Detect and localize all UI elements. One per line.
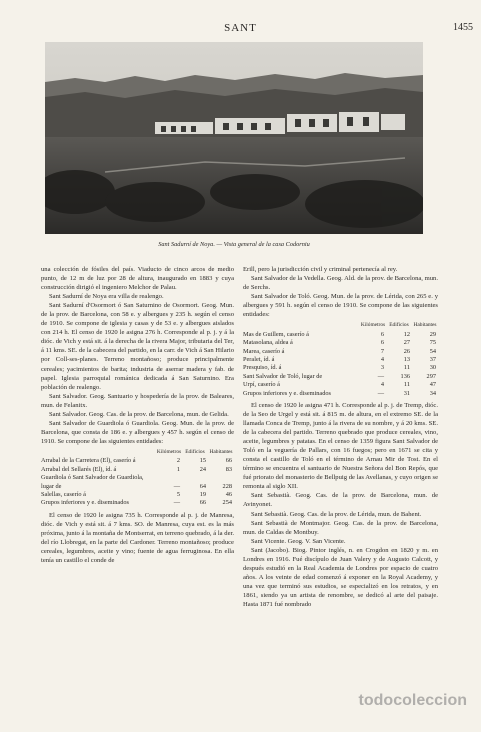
running-head: SANT (224, 22, 257, 34)
table-cell: 54 (429, 347, 436, 355)
table-row (41, 457, 234, 465)
table-cell: Guardiola ó Sant Salvador de Guardiola, lugar de (41, 474, 144, 490)
table-header-buildings: Edificios (389, 322, 409, 329)
table-header-blank (243, 320, 360, 330)
entities-table-tolo (243, 320, 438, 398)
left-paragraph-6: Sant Salvador de Guardiola ó Guardiola. Geog. Mun. de la prov. de Barcelona, que consta de 186 e. y albergues y 457 h. según el censo de 1910. Se compone de las siguientes entidades: (41, 419, 234, 445)
table-header-row (41, 447, 234, 457)
table-cell: 19 (199, 490, 206, 498)
table-cell: Salellas, caserío á (41, 490, 86, 498)
right-paragraph-8: Sant Vicente. Geog. V. San Vicente. (251, 537, 346, 545)
right-column (243, 265, 438, 609)
table-cell: 24 (199, 465, 206, 473)
table-cell: — (377, 372, 384, 380)
table-cell: Peralet, íd. á (243, 355, 275, 363)
table-cell: Grupos inferiores y e. diseminados (243, 389, 331, 397)
table-header-inhabitants: Habitantes (209, 448, 233, 455)
left-paragraph-4: Sant Salvador. Geog. Santuario y hospedería de la prov. de Baleares, mun. de Felanitx. (41, 392, 234, 409)
table-cell: 4 (380, 381, 384, 389)
table-cell: 66 (199, 499, 206, 507)
table-cell: Arrabal de la Carretera (El), caserío á (41, 457, 136, 465)
table-cell: — (377, 389, 384, 397)
table-header-km: Kilómetros (360, 322, 386, 329)
table-cell: Grupos inferiores y e. diseminados (41, 499, 129, 507)
table-cell: Presquiso, íd. á (243, 364, 282, 372)
left-paragraph-1: una colección de fósiles del país. Viaducto de cinco arcos de medio punto, de 12 m de luz por 28 de altura, inaugurado en 1883 y cuya construcción dirigió el ingeniero Melchor de Palau. (41, 266, 234, 292)
table-cell: 136 (400, 372, 410, 380)
left-paragraph-2: Sant Sadurní de Noya era villa de realengo. (49, 293, 164, 301)
table-header-inhabitants: Habitantes (413, 322, 437, 329)
table-cell: 46 (225, 490, 232, 498)
table-cell: 75 (429, 339, 436, 347)
right-paragraph-4: El censo de 1920 le asigna 471 h. Corresponde al p. j. de Tremp, dióc. de la Seo de Urgel y está sit. á 815 m. de altura, en el extremo SE. de la llamada Conca de Tremp, junto á la rivera de su nombre, y á 20 kms. SE. de la cabecera del partido. Terreno quebrado que produce cereales, vino, aceite, legumbres y patatas. En el censo de 1359 figura Sant Salvador de Toló en la veguería de Pallars, con 16 fuegos; pero en 1671 se cita y consta el castillo de Toló en el término de Arnau Mir de Tost. En el término se encuentra el santuario de Nuestra Señora del Bon Repós, que fué priorato del monasterio de Bellpuig de las Avellanas, y cuyo origen se remonta al siglo XII. (243, 401, 438, 491)
table-cell: 66 (225, 457, 232, 465)
page-number: 1455 (453, 22, 473, 33)
table-cell: 64 (199, 482, 206, 490)
table-row (41, 499, 234, 507)
table-cell: 228 (222, 482, 232, 490)
table-cell: 11 (403, 381, 410, 389)
table-row (243, 381, 438, 389)
left-column (41, 265, 234, 565)
table-cell: Marea, caserío á (243, 347, 285, 355)
right-paragraph-3: Sant Salvador de Toló. Geog. Mun. de la prov. de Lérida, con 265 e. y albergues y 591 h. según el censo de 1910. Se compone de las siguientes entidades: (243, 293, 438, 319)
table-cell: 37 (429, 355, 436, 363)
table-row (243, 339, 438, 347)
table-row (41, 474, 234, 491)
left-paragraph-3: Sant Sadurní d'Osormort ó San Saturnino de Osormort. Geog. Mun. de la prov. de Barcelona, con 58 e. y albergues y 235 h. según el censo de 1910. Se compone de iglesia y casas y de 53 e. y albergues aislados con 214 h. El censo de 1920 le asigna 276 h. Corresponde al p. j. y á la dióc. de Vich y está sit. á la derecha de la rivera Major, tributaria del Ter, á 11 kms. SE. de la cabecera del partido, en la carr. de Vich á San Hilario por Coll-ses-planes. Terreno montañoso; produce principalmente cereales; yacimientos de barita; industria de aserrar madera y fab. de papel. Iglesia parroquial románica dedicada á San Saturnino. Era población de realengo. (41, 302, 234, 391)
table-header-row (243, 320, 438, 330)
table-cell: 30 (429, 364, 436, 372)
table-cell: 5 (176, 490, 180, 498)
table-cell: 7 (380, 347, 384, 355)
table-row (243, 390, 438, 398)
left-paragraph-7: El censo de 1920 le asigna 735 h. Corresponde al p. j. de Manresa, dióc. de Vich y está sit. á 7 kms. SO. de Manresa, cuya est. es la más próxima, junto á la montaña de Montserrat, en terreno quebrado, á la der. del río Llobregat, en la parte del Cardoner. Terreno montañoso; produce cereales, legumbres, aceite y vino; fuente de agua ferruginosa. En ella tenía un castillo el conde de (41, 511, 234, 565)
table-cell: 6 (380, 330, 384, 338)
right-paragraph-2: Sant Salvador de la Vedella. Geog. Ald. de la prov. de Barcelona, mun. de Serchs. (243, 275, 438, 292)
table-cell: 2 (176, 457, 180, 465)
right-paragraph-6: Sant Sebastià. Geog. Cas. de la prov. de Lérida, mun. de Bahent. (251, 510, 422, 518)
entities-table-guardiola (41, 447, 234, 508)
table-cell: 6 (380, 339, 384, 347)
table-cell: — (173, 499, 180, 507)
right-paragraph-7: Sant Sebastià de Montmajor. Geog. Cas. de la prov. de Barcelona, mun. de Caldas de Montbuy. (243, 519, 438, 536)
table-header-km: Kilómetros (156, 448, 182, 455)
table-cell: 83 (225, 465, 232, 473)
table-cell: 4 (380, 355, 384, 363)
table-cell: Urpí, caserío á (243, 381, 280, 389)
table-cell: 11 (403, 364, 410, 372)
photo-caption: Sant Sadurní de Noya. — Vista general de la casa Codorniu (158, 241, 310, 248)
table-cell: 3 (380, 364, 384, 372)
table-row (243, 364, 438, 372)
table-cell: 297 (426, 372, 436, 380)
table-cell: Matasolana, aldea á (243, 339, 293, 347)
table-row (243, 356, 438, 364)
table-cell: Sant Salvador de Toló, lugar de (243, 372, 323, 380)
table-cell: 47 (429, 381, 436, 389)
landscape-photo-image (45, 42, 423, 234)
table-row (243, 348, 438, 356)
right-paragraph-5: Sant Sebastià. Geog. Cas. de la prov. de Barcelona, mun. de Avinyonet. (243, 492, 438, 509)
table-row (243, 331, 438, 339)
table-cell: 13 (403, 355, 410, 363)
table-cell: 26 (403, 347, 410, 355)
table-row (41, 491, 234, 499)
table-cell: 15 (199, 457, 206, 465)
right-paragraph-1: Erill, pero la jurisdicción civil y criminal pertenecía al rey. (243, 266, 398, 273)
table-cell: 27 (403, 339, 410, 347)
right-paragraph-9: Sant (Jacobo). Biog. Pintor inglés, n. en Crogdon en 1820 y m. en Londres en 1916. Fué discípulo de Juan Valery y de Augusto Calcott, y después estudió en la Real Academia de Londres por espacio de cuatro años. A los veinte de edad comenzó á exponer en la Royal Academy, y una vez que terminó sus estudios, se especializó en los retratos, y en 1861, siendo ya un artista de renombre, se dedicó al arte del paisaje. Hasta 1871 fué nombrado (243, 546, 438, 608)
table-cell: 12 (403, 330, 410, 338)
table-cell: Arrabal del Sellarés (El), íd. á (41, 465, 117, 473)
left-paragraph-5: Sant Salvador. Geog. Cas. de la prov. de Barcelona, mun. de Gelida. (49, 410, 229, 418)
table-header-blank (41, 447, 156, 457)
table-header-buildings: Edificios (185, 448, 205, 455)
table-cell: 1 (176, 465, 180, 473)
watermark-logo: todocoleccion (358, 692, 467, 709)
table-cell: 31 (403, 389, 410, 397)
table-row (243, 373, 438, 381)
table-cell: Mas de Guillem, caserío á (243, 330, 309, 338)
table-cell: 34 (429, 389, 436, 397)
table-cell: 29 (429, 330, 436, 338)
table-row (41, 466, 234, 474)
table-cell: 254 (222, 499, 232, 507)
table-cell: — (173, 482, 180, 490)
landscape-photo (45, 42, 423, 234)
